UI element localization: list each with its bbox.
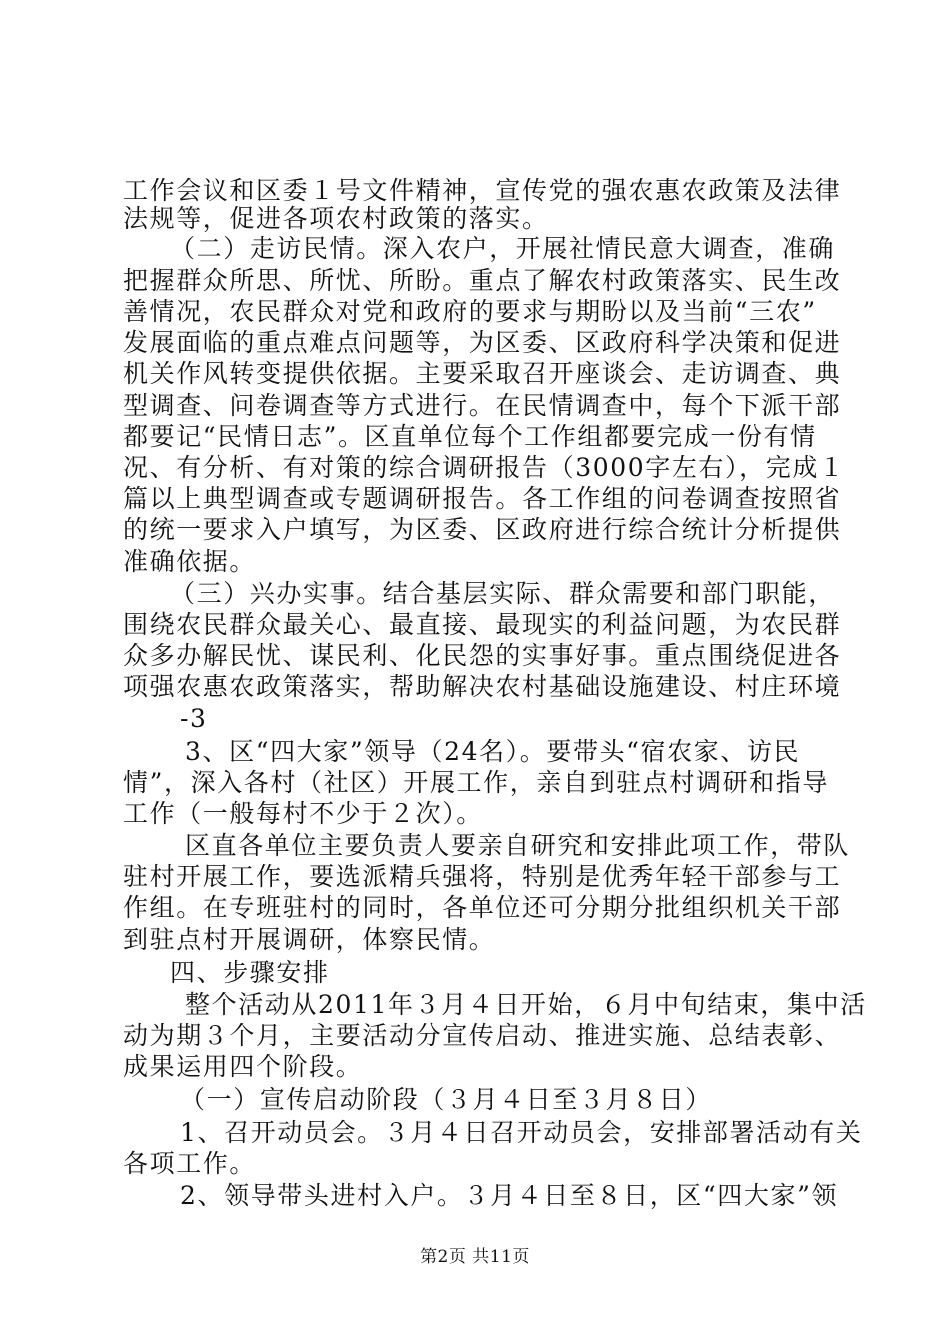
text-line: 1、召开动员会。３月４日召开动员会，安排部署活动有关: [180, 1118, 863, 1147]
text-line: 项强农惠农政策落实，帮助解决农村基础设施建设、村庄环境: [123, 672, 842, 701]
text-line: 区直各单位主要负责人要亲自研究和安排此项工作，带队: [185, 831, 851, 860]
text-line: （三）兴办实事。结合基层实际、群众需要和部门职能，: [170, 579, 836, 608]
text-line: 到驻点村开展调研，体察民情。: [123, 925, 496, 954]
text-line: 的统一要求入户填写，为区委、区政府进行综合统计分析提供: [123, 515, 842, 544]
text-line: 动为期３个月，主要活动分宣传启动、推进实施、总结表彰、: [123, 1021, 842, 1050]
text-line: （二）走访民情。深入农户，开展社情民意大调查，准确: [170, 234, 836, 263]
text-line: -3: [180, 704, 208, 733]
text-line: 法规等，促进各项农村政策的落实。: [123, 204, 549, 233]
text-line: 整个活动从2011年３月４日开始，６月中旬结束，集中活: [185, 990, 867, 1019]
text-line: 都要记“民情日志”。区直单位每个工作组都要完成一份有情: [123, 422, 817, 451]
text-line: 篇以上典型调查或专题调研报告。各工作组的问卷调查按照省: [123, 484, 842, 513]
text-line: 作组。在专班驻村的同时，各单位还可分期分批组织机关干部: [123, 893, 842, 922]
text-line: 围绕农民群众最关心、最直接、最现实的利益问题，为农民群: [123, 610, 842, 639]
page-footer: 第2页 共11页: [420, 1247, 530, 1267]
text-line: 发展面临的重点难点问题等，为区委、区政府科学决策和促进: [123, 328, 842, 357]
text-line: 情”，深入各村（社区）开展工作，亲自到驻点村调研和指导: [123, 768, 829, 797]
text-line: 善情况，农民群众对党和政府的要求与期盼以及当前“三农”: [123, 297, 817, 326]
text-line: 2、领导带头进村入户。３月４日至８日，区“四大家”领: [180, 1181, 839, 1210]
text-line: 四、步骤安排: [170, 958, 330, 987]
text-line: 成果运用四个阶段。: [123, 1052, 363, 1081]
text-line: 工作（一般每村不少于２次）。: [123, 799, 483, 828]
text-line: 3、区“四大家”领导（24名）。要带头“宿农家、访民: [185, 737, 801, 766]
text-line: 各项工作。: [123, 1149, 257, 1178]
text-line: （一）宣传启动阶段（３月４日至３月８日）: [180, 1085, 713, 1114]
text-line: 把握群众所思、所忧、所盼。重点了解农村政策落实、民生改: [123, 266, 842, 295]
text-line: 况、有分析、有对策的综合调研报告（3000字左右），完成１: [123, 453, 846, 482]
text-line: 驻村开展工作，要选派精兵强将，特别是优秀年轻干部参与工: [123, 862, 842, 891]
text-line: 众多办解民忧、谋民利、化民怨的实事好事。重点围绕促进各: [123, 641, 842, 670]
text-line: 准确依据。: [123, 547, 257, 576]
text-line: 型调查、问卷调查等方式进行。在民情调查中，每个下派干部: [123, 391, 842, 420]
text-line: 机关作风转变提供依据。主要采取召开座谈会、走访调查、典: [123, 359, 842, 388]
text-line: 工作会议和区委１号文件精神，宣传党的强农惠农政策及法律: [123, 176, 842, 205]
